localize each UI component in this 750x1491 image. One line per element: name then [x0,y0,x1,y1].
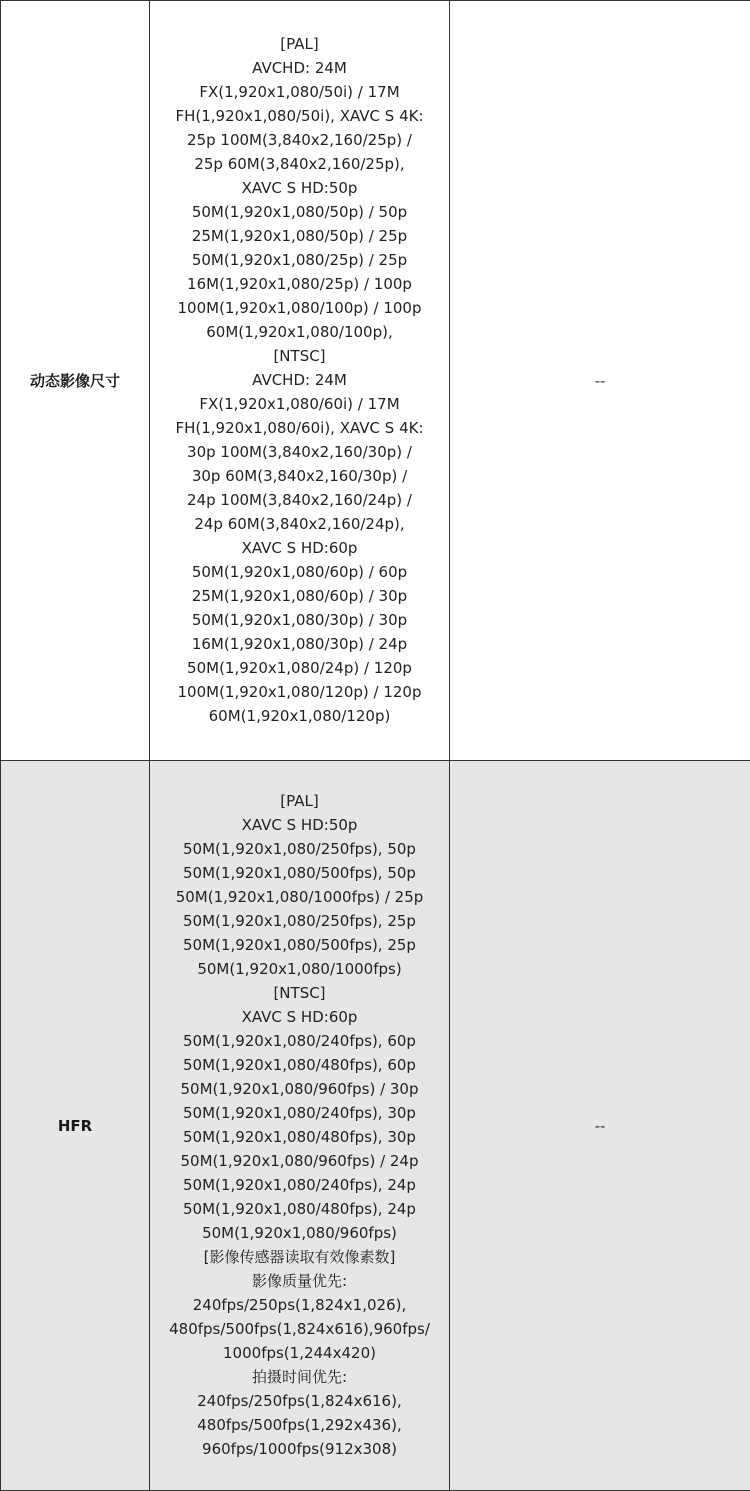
value-line: 50M(1,920x1,080/500fps), 50p [152,861,447,885]
value-line: 240fps/250ps(1,824x1,026), [152,1293,447,1317]
value-line: [影像传感器读取有效像素数] [152,1245,447,1269]
value-line: 50M(1,920x1,080/50p) / 50p [152,200,447,224]
value-line: 24p 100M(3,840x2,160/24p) / [152,488,447,512]
value-line: 50M(1,920x1,080/240fps), 60p [152,1029,447,1053]
value-line: 50M(1,920x1,080/240fps), 24p [152,1173,447,1197]
value-line: 50M(1,920x1,080/960fps) / 30p [152,1077,447,1101]
value-line: 30p 60M(3,840x2,160/30p) / [152,464,447,488]
value-line: 16M(1,920x1,080/25p) / 100p [152,272,447,296]
value-line: 50M(1,920x1,080/24p) / 120p [152,656,447,680]
value-line: [PAL] [152,789,447,813]
value-line: XAVC S HD:60p [152,536,447,560]
value-line: 拍摄时间优先: [152,1365,447,1389]
value-line: XAVC S HD:60p [152,1005,447,1029]
value-line: 50M(1,920x1,080/250fps), 50p [152,837,447,861]
value-line: 50M(1,920x1,080/25p) / 25p [152,248,447,272]
value-line: 1000fps(1,244x420) [152,1341,447,1365]
value-line: XAVC S HD:50p [152,813,447,837]
spec-row-movie-size [1,1,750,761]
value-line: 50M(1,920x1,080/960fps) / 24p [152,1149,447,1173]
value-line: 50M(1,920x1,080/480fps), 30p [152,1125,447,1149]
value-line: 25M(1,920x1,080/60p) / 30p [152,584,447,608]
value-line: 50M(1,920x1,080/480fps), 24p [152,1197,447,1221]
value-line: 50M(1,920x1,080/960fps) [152,1221,447,1245]
value-line: AVCHD: 24M [152,56,447,80]
value-line: 60M(1,920x1,080/120p) [152,704,447,728]
value-line: 16M(1,920x1,080/30p) / 24p [152,632,447,656]
value-line: AVCHD: 24M [152,368,447,392]
value-line: 240fps/250fps(1,824x616), [152,1389,447,1413]
value-line: FH(1,920x1,080/60i), XAVC S 4K: [152,416,447,440]
value-line: 50M(1,920x1,080/30p) / 30p [152,608,447,632]
value-line: 960fps/1000fps(912x308) [152,1437,447,1461]
row-label: 动态影像尺寸 [1,1,150,761]
value-line: 50M(1,920x1,080/1000fps) [152,957,447,981]
value-line: 480fps/500fps(1,824x616),960fps/ [152,1317,447,1341]
value-line: 影像质量优先: [152,1269,447,1293]
row-extra-value: -- [450,1,750,761]
value-line: 25p 100M(3,840x2,160/25p) / [152,128,447,152]
value-line: 25M(1,920x1,080/50p) / 25p [152,224,447,248]
value-line: 480fps/500fps(1,292x436), [152,1413,447,1437]
value-line: [NTSC] [152,344,447,368]
value-line: 50M(1,920x1,080/240fps), 30p [152,1101,447,1125]
spec-row-hfr [1,761,750,1491]
value-line: 50M(1,920x1,080/60p) / 60p [152,560,447,584]
value-line: 24p 60M(3,840x2,160/24p), [152,512,447,536]
value-line: FX(1,920x1,080/60i) / 17M [152,392,447,416]
row-value [150,761,450,1491]
row-label: HFR [1,761,150,1491]
row-extra-value: -- [450,761,750,1491]
value-line: 60M(1,920x1,080/100p), [152,320,447,344]
row-value [150,1,450,761]
value-line: 100M(1,920x1,080/100p) / 100p [152,296,447,320]
value-line: XAVC S HD:50p [152,176,447,200]
value-line: 50M(1,920x1,080/250fps), 25p [152,909,447,933]
value-line: 50M(1,920x1,080/1000fps) / 25p [152,885,447,909]
value-line: 30p 100M(3,840x2,160/30p) / [152,440,447,464]
value-line: FH(1,920x1,080/50i), XAVC S 4K: [152,104,447,128]
value-line: 50M(1,920x1,080/500fps), 25p [152,933,447,957]
value-line: [NTSC] [152,981,447,1005]
value-line: 100M(1,920x1,080/120p) / 120p [152,680,447,704]
value-line: FX(1,920x1,080/50i) / 17M [152,80,447,104]
value-line: [PAL] [152,32,447,56]
value-line: 50M(1,920x1,080/480fps), 60p [152,1053,447,1077]
value-line: 25p 60M(3,840x2,160/25p), [152,152,447,176]
